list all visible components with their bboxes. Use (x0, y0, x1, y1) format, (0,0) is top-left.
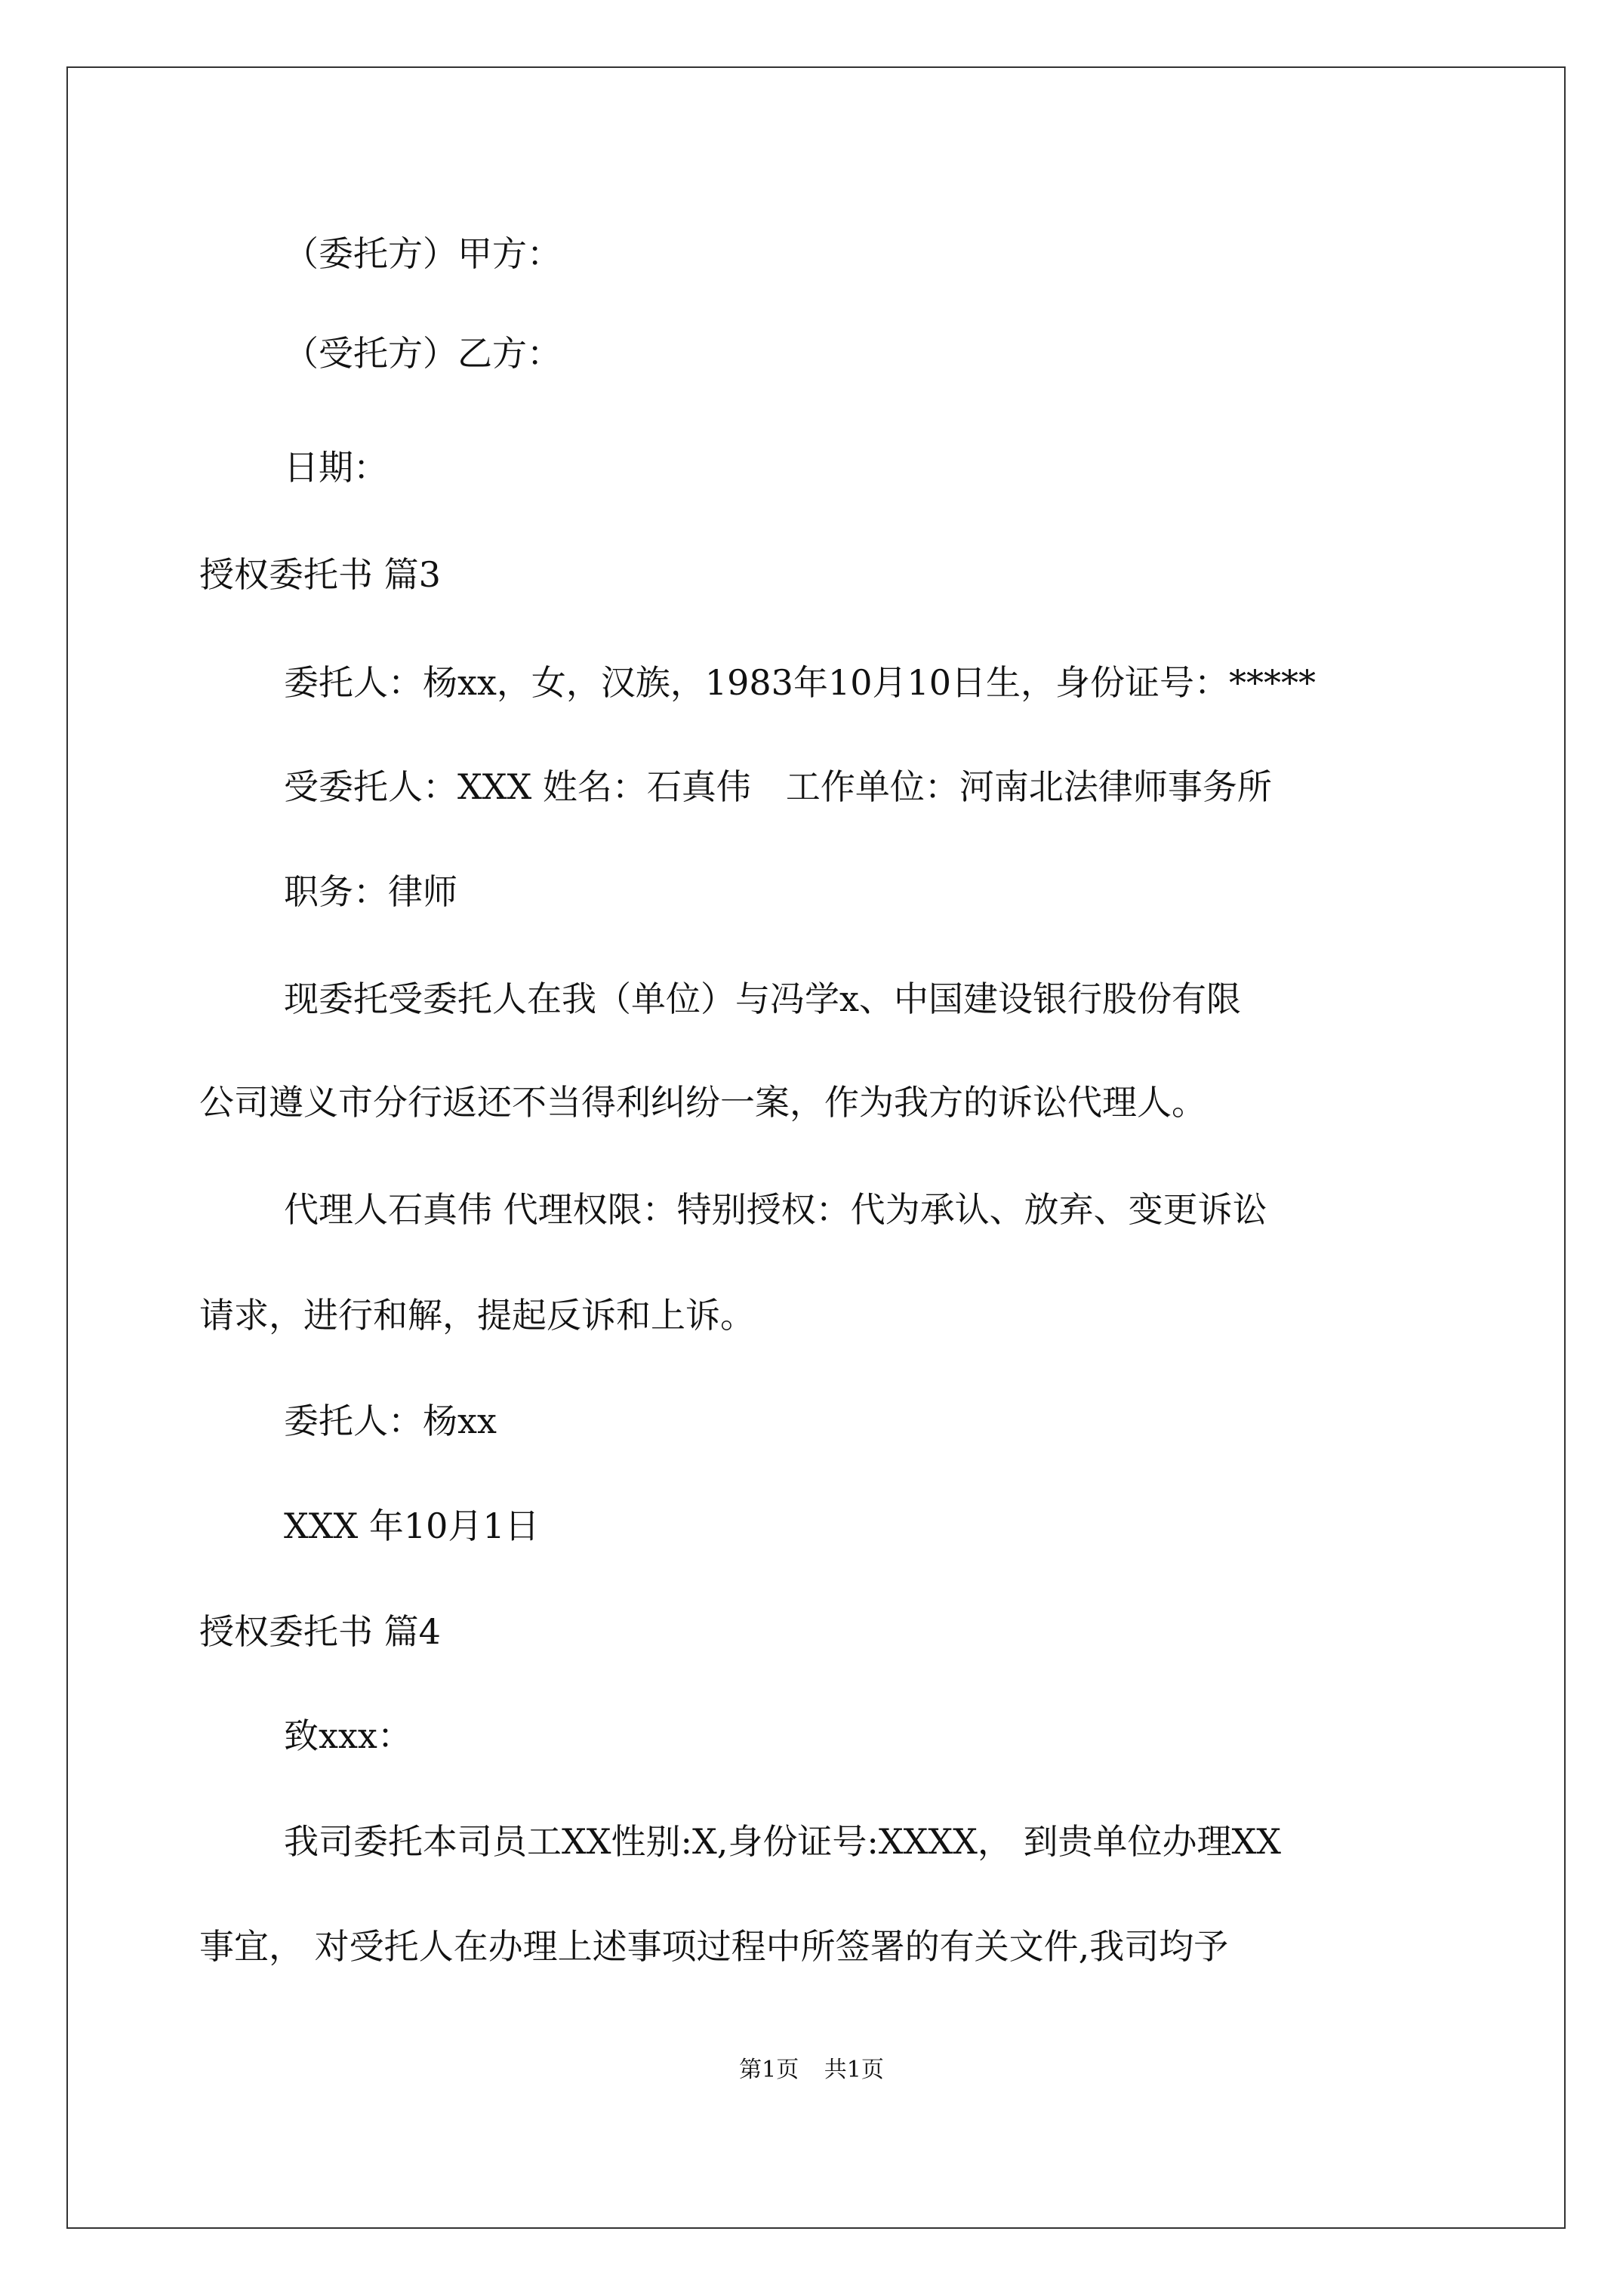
signature-date: XXX 年10月1日 (284, 1505, 540, 1546)
principal-line: 委托人：杨xx，女，汉族，1983年10月10日生，身份证号：***** (284, 662, 1317, 703)
page-number-current: 第1页 (739, 2057, 799, 2083)
authority-paragraph-1: 代理人石真伟 代理权限：特别授权：代为承认、放弃、变更诉讼 (284, 1189, 1267, 1230)
entrust-paragraph-2: 公司遵义市分行返还不当得利纠纷一案，作为我方的诉讼代理人。 (199, 1082, 1206, 1123)
signature-principal: 委托人：杨xx (284, 1401, 497, 1441)
salutation-line: 致xxx： (284, 1715, 412, 1756)
agent-line: 受委托人：XXX 姓名：石真伟 工作单位：河南北法律师事务所 (284, 766, 1272, 807)
letter-paragraph-1: 我司委托本司员工XX性别:X,身份证号:XXXX， 到贵单位办理XX (284, 1821, 1281, 1862)
date-line: 日期： (284, 447, 388, 488)
position-line: 职务：律师 (284, 871, 457, 912)
page-footer (0, 2055, 1623, 2085)
page-border (66, 66, 1566, 2229)
party-a-line: （委托方）甲方： (284, 233, 562, 274)
section-heading-3: 授权委托书 篇3 (199, 554, 441, 595)
page-number-total: 共1页 (824, 2057, 884, 2083)
section-heading-4: 授权委托书 篇4 (199, 1611, 441, 1652)
entrust-paragraph-1: 现委托受委托人在我（单位）与冯学x、中国建设银行股份有限 (284, 978, 1241, 1019)
letter-paragraph-2: 事宜， 对受托人在办理上述事项过程中所签署的有关文件,我司均予 (199, 1926, 1229, 1967)
authority-paragraph-2: 请求，进行和解，提起反诉和上诉。 (199, 1295, 755, 1336)
party-b-line: （受托方）乙方： (284, 333, 562, 374)
